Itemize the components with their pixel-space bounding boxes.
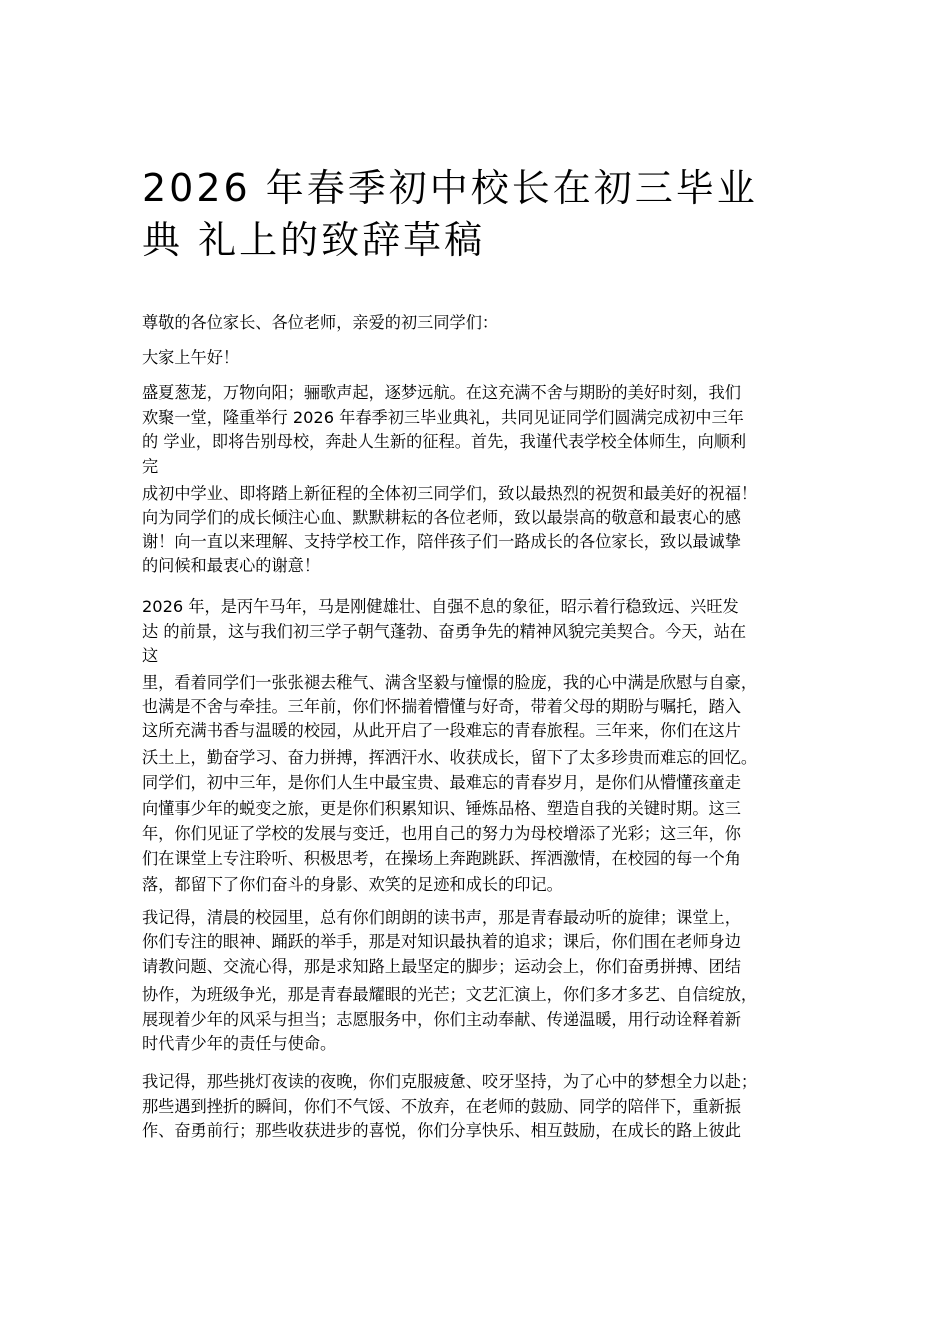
text-line: 落，都留下了你们奋斗的身影、欢笑的足迹和成长的印记。 — [142, 875, 563, 894]
text-line: 协作，为班级争光，那是青春最耀眼的光芒；文艺汇演上，你们多才多艺、自信绽放， — [142, 985, 758, 1004]
text-line: 年，你们见证了学校的发展与变迁，也用自己的努力为母校增添了光彩；这三年，你 — [142, 824, 741, 843]
document-title — [142, 162, 758, 266]
title-line-1: 2026 年春季初中校长在初三毕业 — [142, 166, 758, 210]
text-line: 成初中学业、即将踏上新征程的全体初三同学们，致以最热烈的祝贺和最美好的祝福！ — [142, 484, 758, 503]
text-line: 你们专注的眼神、踊跃的举手，那是对知识最执着的追求；课后，你们围在老师身边 — [142, 932, 741, 951]
text-line: 的问候和最衷心的谢意！ — [142, 556, 321, 575]
text-line: 达 的前景，这与我们初三学子朝气蓬勃、奋勇争先的精神风貌完美契合。今天，站在 — [142, 622, 747, 641]
title-line-2: 典 礼上的致辞草稿 — [142, 218, 486, 262]
text-line: 盛夏葱茏，万物向阳；骊歌声起，逐梦远航。在这充满不舍与期盼的美好时刻，我们 — [142, 383, 741, 402]
text-line: 这 — [142, 646, 159, 665]
text-line: 这所充满书香与温暖的校园，从此开启了一段难忘的青春旅程。三年来，你们在这片 — [142, 721, 741, 740]
greeting: 大家上午好！ — [142, 348, 240, 367]
text-line: 那些遇到挫折的瞬间，你们不气馁、不放弃，在老师的鼓励、同学的陪伴下，重新振 — [142, 1097, 741, 1116]
salutation: 尊敬的各位家长、各位老师，亲爱的初三同学们： — [142, 313, 499, 332]
text-line: 同学们，初中三年，是你们人生中最宝贵、最难忘的青春岁月，是你们从懵懂孩童走 — [142, 773, 741, 792]
text-line: 时代青少年的责任与使命。 — [142, 1034, 337, 1053]
text-line: 们在课堂上专注聆听、积极思考，在操场上奔跑跳跃、挥洒激情，在校园的每一个角 — [142, 849, 741, 868]
text-line: 完 — [142, 457, 159, 476]
text-line: 作、奋勇前行；那些收获进步的喜悦，你们分享快乐、相互鼓励，在成长的路上彼此 — [142, 1121, 741, 1140]
text-line: 欢聚一堂，隆重举行 2026 年春季初三毕业典礼，共同见证同学们圆满完成初中三年 — [142, 408, 744, 427]
text-line: 向懂事少年的蜕变之旅，更是你们积累知识、锤炼品格、塑造自我的关键时期。这三 — [142, 799, 741, 818]
text-line: 向为同学们的成长倾注心血、默默耕耘的各位老师，致以最崇高的敬意和最衷心的感 — [142, 508, 741, 527]
text-line: 谢！向一直以来理解、支持学校工作，陪伴孩子们一路成长的各位家长，致以最诚挚 — [142, 532, 741, 551]
text-line: 沃土上，勤奋学习、奋力拼搏，挥洒汗水、收获成长，留下了太多珍贵而难忘的回忆。 — [142, 748, 758, 767]
text-line: 的 学业，即将告别母校，奔赴人生新的征程。首先，我谨代表学校全体师生，向顺利 — [142, 432, 747, 451]
text-line: 我记得，清晨的校园里，总有你们朗朗的读书声，那是青春最动听的旋律；课堂上， — [142, 908, 741, 927]
text-line: 我记得，那些挑灯夜读的夜晚，你们克服疲惫、咬牙坚持，为了心中的梦想全力以赴； — [142, 1072, 758, 1091]
text-line: 里，看着同学们一张张褪去稚气、满含坚毅与憧憬的脸庞，我的心中满是欣慰与自豪， — [142, 673, 758, 692]
text-line: 2026 年，是丙午马年，马是刚健雄壮、自强不息的象征，昭示着行稳致远、兴旺发 — [142, 597, 739, 616]
text-line: 也满是不舍与牵挂。三年前，你们怀揣着懵懂与好奇，带着父母的期盼与嘱托，踏入 — [142, 697, 741, 716]
text-line: 请教问题、交流心得，那是求知路上最坚定的脚步；运动会上，你们奋勇拼搏、团结 — [142, 957, 741, 976]
text-line: 展现着少年的风采与担当；志愿服务中，你们主动奉献、传递温暖，用行动诠释着新 — [142, 1010, 741, 1029]
